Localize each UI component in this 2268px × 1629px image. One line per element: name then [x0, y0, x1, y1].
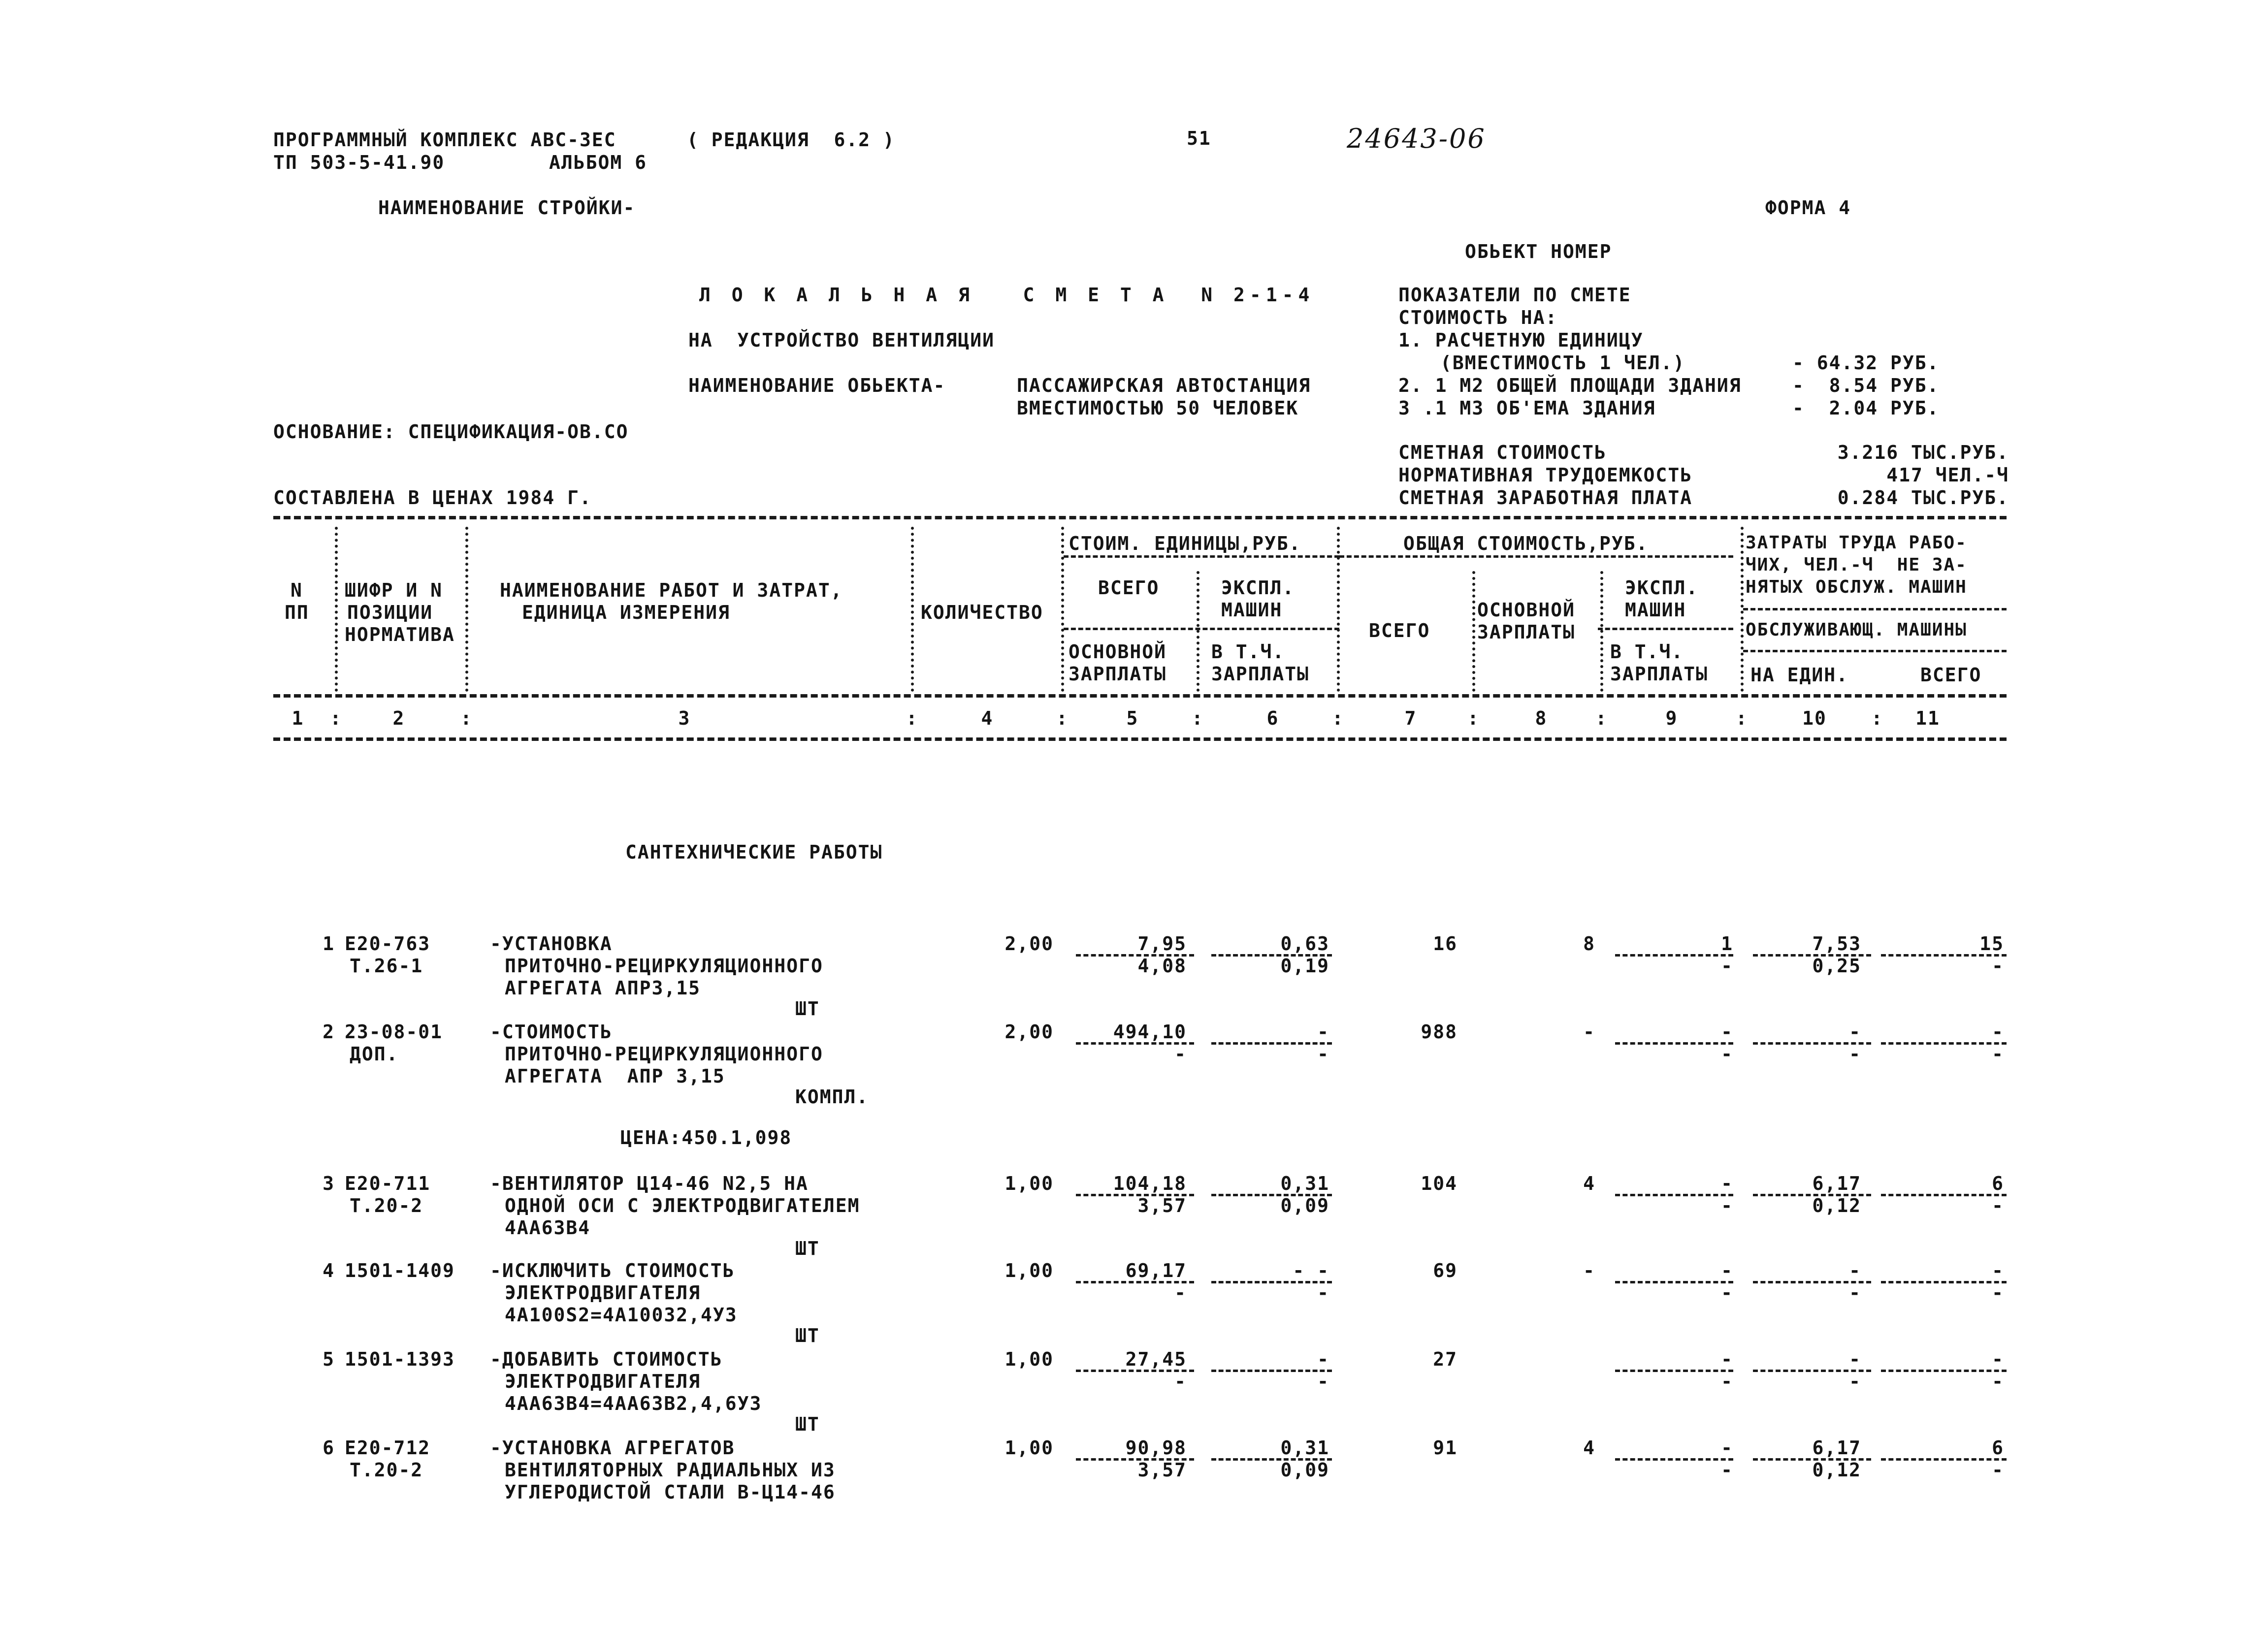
header-unit-expl: ЭКСПЛ. [1221, 577, 1295, 599]
row-work-name: -УСТАНОВКА [490, 933, 613, 955]
header-name-1: НАИМЕНОВАНИЕ РАБОТ И ЗАТРАТ, [500, 579, 843, 601]
row-work-name: -ИСКЛЮЧИТЬ СТОИМОСТЬ [490, 1260, 735, 1281]
indicator-3-value: - 2.04 РУБ. [1792, 397, 1940, 419]
header-code-2: ПОЗИЦИИ [347, 602, 433, 623]
row-total-machines: - [1721, 1173, 1733, 1194]
row-work-name: 4А100S2=4А100З2,4У3 [505, 1304, 738, 1326]
col-sep-2 [465, 527, 468, 692]
row-machine-wages: - [1721, 1043, 1733, 1065]
row-code-table: Т.26-1 [350, 955, 423, 977]
row-unit: КОМПЛ. [795, 1086, 869, 1108]
header-labor-4: ОБСЛУЖИВАЮЩ. МАШИНЫ [1746, 620, 1967, 640]
row-unit-total: 69,17 [1125, 1260, 1187, 1281]
labor-split-rule-2 [1743, 650, 2007, 652]
row-machine-wages: - [1721, 1195, 1733, 1216]
row-number: 1 [323, 933, 335, 955]
indicator-3-label: 3 .1 М3 ОБ'ЕМА ЗДАНИЯ [1398, 397, 1656, 419]
total-cost-subrule [1339, 555, 1733, 558]
row-labor-total: 15 [1979, 933, 2004, 955]
row-work-name: 4АА63В4 [505, 1217, 591, 1239]
row-unit-machines: 0,31 [1280, 1437, 1329, 1459]
row-work-name: ОДНОЙ ОСИ С ЭЛЕКТРОДВИГАТЕЛЕМ [505, 1195, 860, 1216]
row-unit-wages: - [1174, 1371, 1187, 1392]
header-unit-machines: МАШИН [1221, 599, 1283, 621]
header-labor-total: ВСЕГО [1920, 664, 1982, 686]
program-name: ПРОГРАММНЫЙ КОМПЛЕКС АВС-3ЕС [273, 129, 616, 151]
row-unit-total: 27,45 [1125, 1348, 1187, 1370]
row-total-machines: 1 [1721, 933, 1733, 955]
row-code: 23-08-01 [345, 1021, 443, 1043]
header-unit-total: ВСЕГО [1098, 577, 1160, 599]
estimate-title: Л О К А Л Ь Н А Я С М Е Т А N 2-1-4 [699, 284, 1315, 306]
row-labor-per-unit: 6,17 [1812, 1437, 1861, 1459]
basis-label: ОСНОВАНИЕ: СПЕЦИФИКАЦИЯ-ОВ.СО [273, 421, 629, 443]
row-unit-wages: 3,57 [1137, 1195, 1187, 1216]
header-total-incl-wages: ЗАРПЛАТЫ [1610, 663, 1709, 685]
row-total: 27 [1433, 1348, 1458, 1370]
unit-cost-subrule [1064, 555, 1339, 558]
row-code-table: Т.20-2 [350, 1459, 423, 1481]
row-unit-machines: - [1317, 1348, 1329, 1370]
row-total-wages: - [1583, 1260, 1595, 1281]
estimate-subject: НА УСТРОЙСТВО ВЕНТИЛЯЦИИ [688, 329, 995, 351]
row-total-wages: 8 [1583, 933, 1595, 955]
object-number-label: ОБЬЕКТ НОМЕР [1465, 241, 1612, 262]
col-number-sep: : [330, 707, 342, 729]
row-work-name: ПРИТОЧНО-РЕЦИРКУЛЯЦИОННОГО [505, 1043, 823, 1065]
row-number: 2 [323, 1021, 335, 1043]
col-sep-4 [1061, 527, 1064, 692]
row-unit-machines: - [1317, 1021, 1329, 1043]
edition-label: ( РЕДАКЦИЯ 6.2 ) [687, 129, 895, 151]
row-unit-incl-wages: 0,19 [1280, 955, 1329, 977]
prices-year-label: СОСТАВЛЕНА В ЦЕНАХ 1984 Г. [273, 487, 592, 509]
col-number-sep: : [1056, 707, 1069, 729]
row-work-name: -СТОИМОСТЬ [490, 1021, 613, 1043]
form-label: ФОРМА 4 [1765, 197, 1851, 219]
estimate-cost-label: СМЕТНАЯ СТОИМОСТЬ [1398, 442, 1607, 463]
col-sep-3 [911, 527, 914, 692]
row-labor-total-2: - [1992, 955, 2004, 977]
row-code: 1501-1393 [345, 1348, 455, 1370]
row-labor-total: 6 [1992, 1173, 2004, 1194]
row-total: 16 [1433, 933, 1458, 955]
row-work-name: ЭЛЕКТРОДВИГАТЕЛЯ [505, 1282, 701, 1304]
row-unit: ШТ [795, 1238, 820, 1259]
row-total-machines: - [1721, 1348, 1733, 1370]
row-labor-total-2: - [1992, 1195, 2004, 1216]
row-unit-incl-wages: - [1317, 1282, 1329, 1304]
row-code: 1501-1409 [345, 1260, 455, 1281]
expl-split-rule [1598, 628, 1733, 630]
document-number: 24643-06 [1347, 123, 1486, 154]
indicator-1-sublabel: (ВМЕСТИМОСТЬ 1 ЧЕЛ.) [1440, 352, 1685, 374]
row-unit-machines: 0,31 [1280, 1173, 1329, 1194]
header-name-2: ЕДИНИЦА ИЗМЕРЕНИЯ [522, 602, 730, 623]
header-labor-1: ЗАТРАТЫ ТРУДА РАБО- [1746, 533, 1967, 553]
col-number-11: 11 [1915, 707, 1940, 729]
row-unit-total: 90,98 [1125, 1437, 1187, 1459]
row-quantity: 1,00 [1004, 1348, 1054, 1370]
col-number-sep: : [1192, 707, 1204, 729]
row-quantity: 2,00 [1004, 933, 1054, 955]
col-sep-7 [1472, 571, 1475, 692]
row-labor-total: - [1992, 1348, 2004, 1370]
row-work-name: ПРИТОЧНО-РЕЦИРКУЛЯЦИОННОГО [505, 955, 823, 977]
row-labor-total-2: - [1992, 1459, 2004, 1481]
col-number-6: 6 [1266, 707, 1279, 729]
row-unit-total: 7,95 [1137, 933, 1187, 955]
col-number-9: 9 [1665, 707, 1678, 729]
tp-number: ТП 503-5-41.90 [273, 152, 445, 173]
col-sep-8 [1600, 571, 1603, 692]
row-unit-total: 104,18 [1113, 1173, 1187, 1194]
col-number-sep: : [1871, 707, 1883, 729]
object-name-line1: ПАССАЖИРСКАЯ АВТОСТАНЦИЯ [1017, 375, 1311, 396]
row-unit-wages: 4,08 [1137, 955, 1187, 977]
row-unit-wages: - [1174, 1282, 1187, 1304]
col-number-3: 3 [678, 707, 691, 729]
section-title: САНТЕХНИЧЕСКИЕ РАБОТЫ [625, 841, 883, 863]
row-total-machines: - [1721, 1437, 1733, 1459]
row-unit-incl-wages: 0,09 [1280, 1459, 1329, 1481]
row-number: 4 [323, 1260, 335, 1281]
row-work-name: -ВЕНТИЛЯТОР Ц14-46 N2,5 НА [490, 1173, 809, 1194]
row-work-name: УГЛЕРОДИСТОЙ СТАЛИ В-Ц14-46 [505, 1481, 836, 1503]
header-unit-incl-wages: ЗАРПЛАТЫ [1211, 663, 1310, 685]
header-unit-basic: ОСНОВНОЙ [1069, 641, 1167, 663]
row-code-table: ДОП. [350, 1043, 399, 1065]
row-labor-total-2: - [1992, 1371, 2004, 1392]
row-code: Е20-712 [345, 1437, 431, 1459]
row-total-wages: - [1583, 1021, 1595, 1043]
row-machine-wages: - [1721, 1371, 1733, 1392]
indicator-1-value: - 64.32 РУБ. [1792, 352, 1940, 374]
col-number-sep: : [1332, 707, 1344, 729]
row-work-name: АГРЕГАТА АПР3,15 [505, 977, 701, 999]
row-labor-total-2: - [1992, 1282, 2004, 1304]
row-number: 5 [323, 1348, 335, 1370]
row-work-name: -ДОБАВИТЬ СТОИМОСТЬ [490, 1348, 723, 1370]
object-name-line2: ВМЕСТИМОСТЬЮ 50 ЧЕЛОВЕК [1017, 397, 1299, 419]
header-quantity: КОЛИЧЕСТВО [921, 602, 1043, 623]
header-code-1: ШИФР И N [345, 579, 443, 601]
estimate-cost-value: 3.216 ТЫС.РУБ. [1837, 442, 2009, 463]
row-unit: ШТ [795, 1325, 820, 1346]
col-number-8: 8 [1535, 707, 1548, 729]
row-quantity: 2,00 [1004, 1021, 1054, 1043]
row-labor-total: - [1992, 1021, 2004, 1043]
row-labor-per-unit-2: - [1849, 1282, 1861, 1304]
header-total-cost: ОБЩАЯ СТОИМОСТЬ,РУБ. [1403, 533, 1649, 554]
row-unit-machines: 0,63 [1280, 933, 1329, 955]
header-n: N [291, 579, 303, 601]
album-label: АЛЬБОМ 6 [549, 152, 648, 173]
header-labor-2: ЧИХ, ЧЕЛ.-Ч НЕ ЗА- [1746, 555, 1967, 575]
header-total-expl: ЭКСПЛ. [1625, 577, 1699, 599]
col-number-5: 5 [1126, 707, 1139, 729]
row-code: Е20-763 [345, 933, 431, 955]
row-labor-per-unit-2: - [1849, 1043, 1861, 1065]
price-note: ЦЕНА:450.1,098 [620, 1127, 792, 1149]
row-unit-wages: 3,57 [1137, 1459, 1187, 1481]
row-unit-machines: - - [1293, 1260, 1329, 1281]
row-code-table: Т.20-2 [350, 1195, 423, 1216]
col-number-1: 1 [292, 707, 304, 729]
col-sep-9 [1741, 527, 1744, 692]
col-sep-5 [1197, 571, 1199, 692]
row-labor-per-unit: 6,17 [1812, 1173, 1861, 1194]
indicator-2-value: - 8.54 РУБ. [1792, 375, 1940, 396]
col-number-10: 10 [1802, 707, 1827, 729]
col-number-sep: : [1467, 707, 1480, 729]
row-work-name: ЭЛЕКТРОДВИГАТЕЛЯ [505, 1371, 701, 1392]
page-number: 51 [1187, 128, 1211, 149]
row-machine-wages: - [1721, 955, 1733, 977]
row-labor-total: - [1992, 1260, 2004, 1281]
row-labor-per-unit: - [1849, 1348, 1861, 1370]
row-number: 6 [323, 1437, 335, 1459]
table-header-bottom-rule [273, 737, 2007, 741]
col-number-4: 4 [981, 707, 994, 729]
row-work-name: -УСТАНОВКА АГРЕГАТОВ [490, 1437, 735, 1459]
row-work-name: 4АА63В4=4АА63В2,4,6У3 [505, 1393, 762, 1414]
row-total: 91 [1433, 1437, 1458, 1459]
col-sep-6 [1337, 527, 1340, 692]
row-work-name: ВЕНТИЛЯТОРНЫХ РАДИАЛЬНЫХ ИЗ [505, 1459, 836, 1481]
header-total-incl: В Т.Ч. [1610, 641, 1684, 663]
row-labor-per-unit: - [1849, 1021, 1861, 1043]
row-labor-per-unit-2: 0,12 [1812, 1459, 1861, 1481]
row-quantity: 1,00 [1004, 1437, 1054, 1459]
col-sep-1 [335, 527, 338, 692]
col-number-7: 7 [1404, 707, 1417, 729]
indicators-subheading: СТОИМОСТЬ НА: [1398, 307, 1558, 328]
row-total: 104 [1421, 1173, 1458, 1194]
col-number-sep: : [460, 707, 473, 729]
row-quantity: 1,00 [1004, 1260, 1054, 1281]
row-labor-total-2: - [1992, 1043, 2004, 1065]
unit-cost-split-rule [1064, 628, 1339, 630]
indicator-1-label: 1. РАСЧЕТНУЮ ЕДИНИЦУ [1398, 329, 1644, 351]
indicators-heading: ПОКАЗАТЕЛИ ПО СМЕТЕ [1398, 284, 1631, 306]
object-name-label: НАИМЕНОВАНИЕ ОБЬЕКТА- [688, 375, 946, 396]
row-total-wages: 4 [1583, 1437, 1595, 1459]
labor-split-rule-1 [1743, 608, 2007, 610]
row-unit-wages: - [1174, 1043, 1187, 1065]
row-machine-wages: - [1721, 1459, 1733, 1481]
header-unit-cost: СТОИМ. ЕДИНИЦЫ,РУБ. [1069, 533, 1301, 554]
col-number-sep: : [1736, 707, 1748, 729]
header-total-wages: ЗАРПЛАТЫ [1477, 621, 1576, 643]
row-total: 988 [1421, 1021, 1458, 1043]
labor-intensity-label: НОРМАТИВНАЯ ТРУДОЕМКОСТЬ [1398, 464, 1693, 486]
header-pp: ПП [285, 602, 309, 623]
row-unit-incl-wages: - [1317, 1043, 1329, 1065]
row-labor-per-unit-2: 0,12 [1812, 1195, 1861, 1216]
header-unit-wages: ЗАРПЛАТЫ [1069, 663, 1167, 685]
construction-name-label: НАИМЕНОВАНИЕ СТРОЙКИ- [378, 197, 636, 219]
row-labor-total: 6 [1992, 1437, 2004, 1459]
row-total: 69 [1433, 1260, 1458, 1281]
row-quantity: 1,00 [1004, 1173, 1054, 1194]
row-total-wages: 4 [1583, 1173, 1595, 1194]
wage-value: 0.284 ТЫС.РУБ. [1837, 487, 2009, 509]
row-number: 3 [323, 1173, 335, 1194]
row-unit-incl-wages: - [1317, 1371, 1329, 1392]
header-code-3: НОРМАТИВА [345, 624, 455, 645]
header-unit-incl: В Т.Ч. [1211, 641, 1285, 663]
row-unit-total: 494,10 [1113, 1021, 1187, 1043]
row-code: Е20-711 [345, 1173, 431, 1194]
header-total-machines: МАШИН [1625, 599, 1686, 621]
row-labor-per-unit: - [1849, 1260, 1861, 1281]
indicator-2-label: 2. 1 М2 ОБЩЕЙ ПЛОЩАДИ ЗДАНИЯ [1398, 375, 1742, 396]
col-number-2: 2 [392, 707, 405, 729]
row-total-machines: - [1721, 1021, 1733, 1043]
header-total-all: ВСЕГО [1369, 620, 1430, 641]
wage-label: СМЕТНАЯ ЗАРАБОТНАЯ ПЛАТА [1398, 487, 1693, 509]
header-total-basic: ОСНОВНОЙ [1477, 599, 1576, 621]
row-labor-per-unit: 7,53 [1812, 933, 1861, 955]
row-total-machines: - [1721, 1260, 1733, 1281]
row-work-name: АГРЕГАТА АПР 3,15 [505, 1065, 725, 1087]
row-labor-per-unit-2: - [1849, 1371, 1861, 1392]
labor-intensity-value: 417 ЧЕЛ.-Ч [1886, 464, 2009, 486]
row-machine-wages: - [1721, 1282, 1733, 1304]
col-number-sep: : [906, 707, 918, 729]
row-unit: ШТ [795, 998, 820, 1020]
row-labor-per-unit-2: 0,25 [1812, 955, 1861, 977]
row-unit: ШТ [795, 1413, 820, 1435]
col-number-sep: : [1595, 707, 1608, 729]
header-labor-per-unit: НА ЕДИН. [1750, 664, 1849, 686]
header-labor-3: НЯТЫХ ОБСЛУЖ. МАШИН [1746, 577, 1967, 597]
table-top-rule [273, 516, 2007, 519]
table-column-numbers-rule [273, 694, 2007, 698]
row-unit-incl-wages: 0,09 [1280, 1195, 1329, 1216]
